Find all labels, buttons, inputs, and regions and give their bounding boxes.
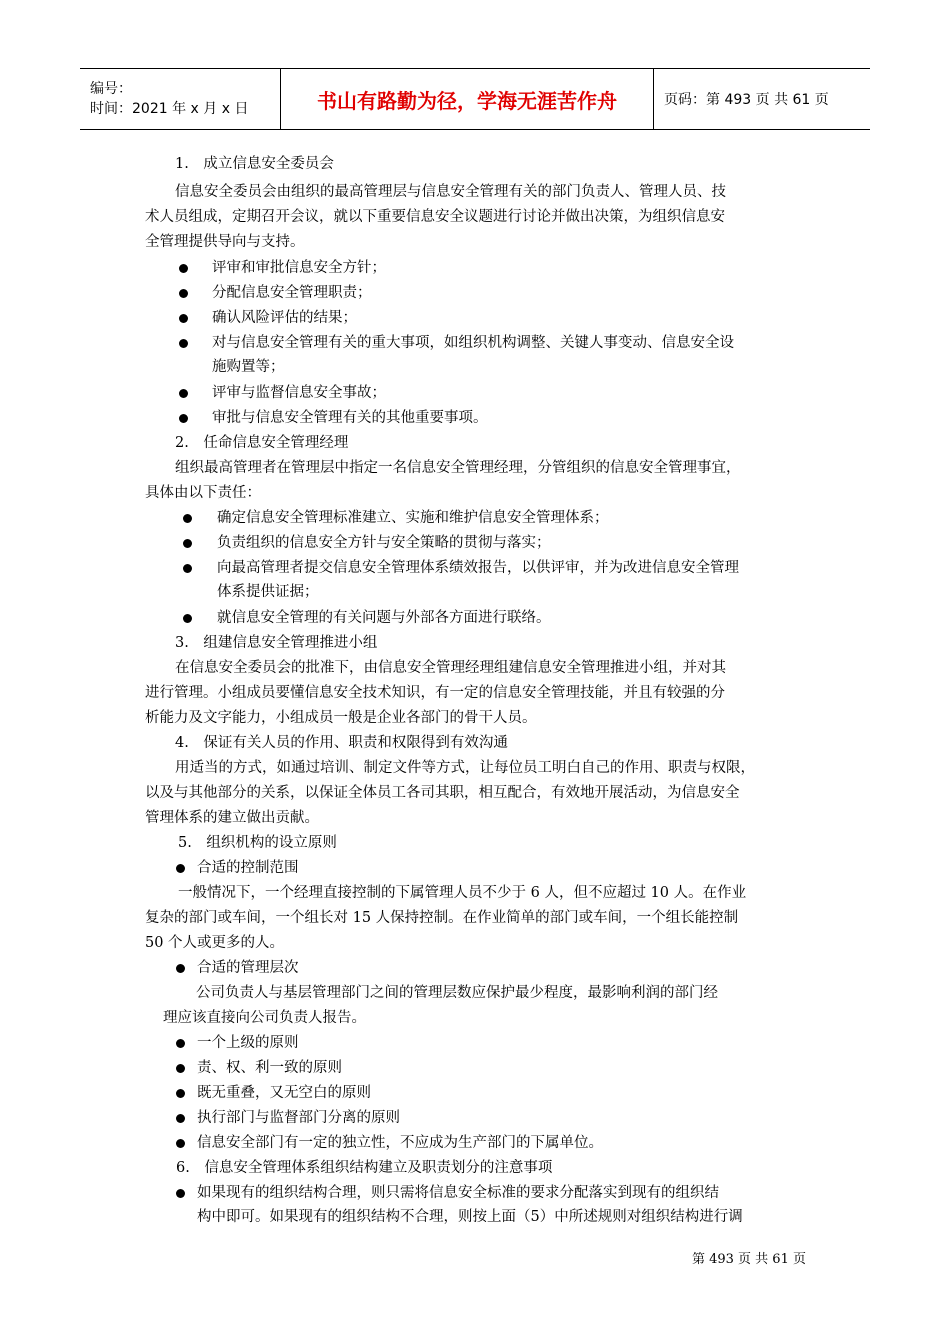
list-item: 对与信息安全管理有关的重大事项，如组织机构调整、关键人事变动、信息安全设 [212, 335, 734, 351]
paragraph-line: 以及与其他部分的关系，以保证全体员工各司其职，相互配合，有效地开展活动，为信息安全 [145, 785, 740, 801]
header-meta [80, 69, 280, 129]
bullet-icon [176, 1039, 185, 1048]
paragraph-line: 组织最高管理者在管理层中指定一名信息安全管理经理，分管组织的信息安全管理事宜， [175, 460, 741, 476]
section-heading: 3. 组建信息安全管理推进小组 [175, 635, 378, 651]
bullet-icon [179, 264, 188, 273]
header-page-label: 页码：第 493 页 共 61 页 [664, 92, 829, 108]
section-heading: 2. 任命信息安全管理经理 [175, 435, 349, 451]
paragraph-line: 复杂的部门或车间，一个组长对 15 人保持控制。在作业简单的部门或车间，一个组长能控制 [145, 910, 739, 926]
paragraph-line: 进行管理。小组成员要懂信息安全技术知识，有一定的信息安全管理技能，并且有较强的分 [145, 685, 725, 701]
list-item: 责、权、利一致的原则 [197, 1060, 342, 1076]
bullet-icon [179, 314, 188, 323]
list-item: 评审和审批信息安全方针； [212, 260, 386, 276]
list-item-continuation: 体系提供证据； [217, 584, 319, 600]
bullet-icon [176, 1089, 185, 1098]
list-item: 负责组织的信息安全方针与安全策略的贯彻与落实； [217, 535, 551, 551]
section-heading: 5. 组织机构的设立原则 [178, 835, 337, 851]
paragraph-line: 全管理提供导向与支持。 [145, 234, 305, 250]
bullet-icon [179, 339, 188, 348]
list-item-continuation: 施购置等； [212, 359, 285, 375]
bullet-icon [183, 564, 192, 573]
paragraph-line: 一般情况下，一个经理直接控制的下属管理人员不少于 6 人，但不应超过 10 人。在作业 [178, 885, 747, 901]
page-footer: 第 493 页 共 61 页 [691, 1252, 806, 1267]
doc-number-label: 编号： [90, 81, 132, 97]
list-item: 既无重叠，又无空白的原则 [197, 1085, 371, 1101]
bullet-icon [176, 1189, 185, 1198]
bullet-icon [176, 1114, 185, 1123]
paragraph-line: 信息安全委员会由组织的最高管理层与信息安全管理有关的部门负责人、管理人员、技 [175, 184, 726, 200]
list-item: 确认风险评估的结果； [212, 310, 357, 326]
list-item: 审批与信息安全管理有关的其他重要事项。 [212, 410, 488, 426]
list-item: 确定信息安全管理标准建立、实施和维护信息安全管理体系； [217, 510, 609, 526]
bullet-icon [176, 1064, 185, 1073]
bullet-icon [176, 964, 185, 973]
paragraph-line: 公司负责人与基层管理部门之间的管理层数应保护最少程度，最影响利润的部门经 [196, 985, 718, 1001]
header-motto: 书山有路勤为径，学海无涯苦作舟 [280, 69, 654, 129]
list-item-continuation: 构中即可。如果现有的组织结构不合理，则按上面（5）中所述规则对组织结构进行调 [197, 1209, 743, 1225]
paragraph-line: 具体由以下责任： [145, 485, 261, 501]
section-heading: 1. 成立信息安全委员会 [175, 156, 334, 172]
list-item: 分配信息安全管理职责； [212, 285, 372, 301]
paragraph-line: 术人员组成，定期召开会议，就以下重要信息安全议题进行讨论并做出决策，为组织信息安 [145, 209, 725, 225]
bullet-icon [183, 539, 192, 548]
paragraph-line: 50 个人或更多的人。 [145, 935, 285, 951]
list-item: 一个上级的原则 [197, 1035, 299, 1051]
list-item: 执行部门与监督部门分离的原则 [197, 1110, 400, 1126]
bullet-icon [183, 614, 192, 623]
paragraph-line: 管理体系的建立做出贡献。 [145, 810, 319, 826]
bullet-icon [179, 414, 188, 423]
list-item: 如果现有的组织结构合理，则只需将信息安全标准的要求分配落实到现有的组织结 [197, 1185, 719, 1201]
section-heading: 4. 保证有关人员的作用、职责和权限得到有效沟通 [175, 735, 508, 751]
paragraph-line: 用适当的方式，如通过培训、制定文件等方式，让每位员工明白自己的作用、职责与权限， [175, 760, 755, 776]
paragraph-line: 析能力及文字能力，小组成员一般是企业各部门的骨干人员。 [145, 710, 537, 726]
paragraph-line: 在信息安全委员会的批准下，由信息安全管理经理组建信息安全管理推进小组，并对其 [175, 660, 726, 676]
bullet-icon [179, 289, 188, 298]
bullet-icon [176, 1139, 185, 1148]
paragraph-line: 理应该直接向公司负责人报告。 [163, 1010, 366, 1026]
list-item: 评审与监督信息安全事故； [212, 385, 386, 401]
subheading: 合适的管理层次 [197, 960, 299, 976]
list-item: 就信息安全管理的有关问题与外部各方面进行联络。 [217, 610, 551, 626]
subheading: 合适的控制范围 [197, 860, 299, 876]
bullet-icon [179, 389, 188, 398]
section-heading: 6. 信息安全管理体系组织结构建立及职责划分的注意事项 [176, 1160, 553, 1176]
list-item: 信息安全部门有一定的独立性，不应成为生产部门的下属单位。 [197, 1135, 603, 1151]
bullet-icon [183, 514, 192, 523]
list-item: 向最高管理者提交信息安全管理体系绩效报告，以供评审，并为改进信息安全管理 [217, 560, 739, 576]
page-header [80, 68, 870, 130]
doc-time-label: 时间：2021 年 x 月 x 日 [90, 101, 249, 117]
bullet-icon [176, 864, 185, 873]
